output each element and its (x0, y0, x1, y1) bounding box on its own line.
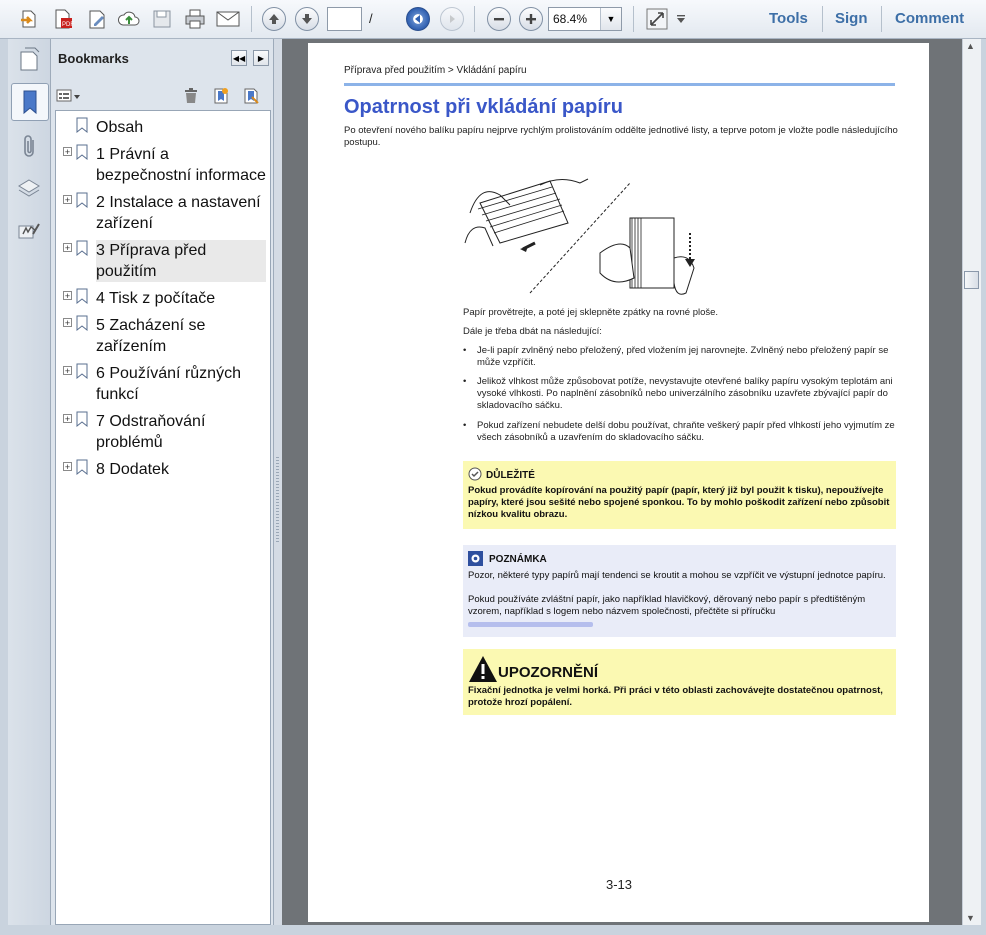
bookmarks-panel-icon[interactable] (11, 83, 49, 121)
toolbar-options-icon[interactable] (674, 6, 688, 32)
bullet-mark: • (463, 420, 467, 431)
bookmarks-panel (51, 39, 274, 925)
delete-bookmark-icon[interactable] (181, 86, 201, 106)
page-number-input[interactable] (327, 7, 362, 31)
svg-text:PDF: PDF (62, 22, 74, 28)
scroll-up-icon[interactable]: ▲ (966, 41, 975, 51)
panel-splitter[interactable] (274, 39, 282, 925)
scroll-thumb[interactable] (964, 271, 979, 289)
bookmark-icon (76, 192, 88, 208)
warning-triangle-icon (468, 655, 498, 683)
bookmark-item-obsah[interactable] (56, 117, 268, 141)
upload-cloud-icon[interactable] (116, 6, 142, 32)
expand-bookmark-icon[interactable] (241, 86, 261, 106)
page-number: 3-13 (606, 877, 633, 892)
important-heading: DŮLEŽITÉ (486, 470, 535, 481)
pdf-page (308, 43, 929, 922)
print-icon[interactable] (182, 6, 208, 32)
scroll-down-icon[interactable]: ▼ (966, 913, 975, 923)
header-rule (344, 83, 895, 86)
checkmark-circle-icon (468, 467, 482, 481)
note-text-1: Pozor, některé typy papírů mají tendenci se kroutit a mohou se vzpříčit ve výstupní jednotce papíru. (468, 570, 886, 581)
expand-icon[interactable]: + (64, 366, 71, 376)
paper-fanning-illustration (460, 163, 710, 303)
expand-icon[interactable]: + (64, 243, 71, 253)
bookmark-item-chapter-7[interactable] (56, 411, 268, 455)
fit-page-icon[interactable] (644, 6, 670, 32)
warning-heading: UPOZORNĚNÍ (498, 664, 599, 681)
bullet-text: Je-li papír zvlněný nebo přeložený, před vložením jej narovnejte. Zvlněný nebo přeložený papír se může vzpříčit. (477, 345, 889, 368)
expand-icon[interactable]: + (64, 147, 71, 157)
zoom-value: 68.4% (553, 12, 588, 26)
bookmarks-tree (55, 110, 271, 925)
email-icon[interactable] (215, 6, 241, 32)
expand-icon[interactable]: + (64, 462, 71, 472)
bookmark-label: 2 Instalace a nastavení zařízení (96, 194, 261, 232)
bookmark-icon (76, 459, 88, 475)
bookmark-item-chapter-8[interactable] (56, 459, 268, 483)
important-text: Pokud provádíte kopírování na použitý papír (papír, který již byl použit k tisku), nepoužívejte papíry, které jsou sešité nebo spojené sponkou. To by mohlo poškodit zařízení nebo způsobit nízkou kvalitu obrazu. (468, 485, 890, 520)
bookmark-label: 5 Zacházení se zařízením (96, 317, 206, 355)
bookmark-item-chapter-1[interactable] (56, 144, 268, 188)
collapse-panel-icon[interactable]: ◀◀ (231, 50, 247, 66)
next-page-icon[interactable] (295, 7, 319, 31)
bookmark-label: 8 Dodatek (96, 461, 169, 478)
bookmark-icon (76, 363, 88, 379)
sign-button[interactable]: Sign (835, 10, 868, 27)
caption-notes: Dále je třeba dbát na následující: (463, 326, 602, 337)
window-frame-bottom (0, 925, 986, 935)
bookmark-item-chapter-3[interactable] (56, 240, 268, 284)
expand-icon[interactable]: + (64, 414, 71, 424)
expand-icon[interactable]: + (64, 291, 71, 301)
note-text-2: Pokud používáte zvláštní papír, jako například hlavičkový, děrovaný nebo papír s předtištěným vzorem, například s logem nebo názvem společnosti, přečtěte si příručku (468, 594, 866, 617)
bookmark-item-chapter-4[interactable] (56, 288, 268, 312)
bookmark-icon (76, 315, 88, 331)
bookmark-icon (76, 411, 88, 427)
bookmarks-title: Bookmarks (58, 51, 129, 66)
bookmark-label: 1 Právní a bezpečnostní informace (96, 146, 266, 184)
next-view-icon[interactable] (440, 7, 464, 31)
important-box (463, 461, 896, 529)
vertical-scrollbar[interactable] (962, 39, 981, 925)
layers-icon[interactable] (15, 175, 43, 203)
note-heading: POZNÁMKA (489, 554, 547, 565)
zoom-in-icon[interactable] (519, 7, 543, 31)
bookmark-item-chapter-6[interactable] (56, 363, 268, 407)
tools-button[interactable]: Tools (769, 10, 808, 27)
comment-button[interactable]: Comment (895, 10, 965, 27)
bookmark-options-icon[interactable] (56, 88, 84, 104)
main-toolbar (0, 0, 986, 39)
bullet-text: Pokud zařízení nebudete delší dobu používat, chraňte veškerý papír před vlhkostí jeho vyjmutím ze všech zásobníků a uzavřením do skladovacího sáčku. (477, 420, 895, 443)
create-pdf-icon[interactable] (50, 6, 76, 32)
signatures-icon[interactable] (15, 217, 43, 245)
bookmark-label: 7 Odstraňování problémů (96, 413, 206, 451)
expand-icon[interactable]: + (64, 195, 71, 205)
save-icon[interactable] (149, 6, 175, 32)
bookmark-item-chapter-5[interactable] (56, 315, 268, 359)
chevron-down-icon[interactable]: ▼ (600, 8, 621, 30)
expand-icon[interactable]: + (64, 318, 71, 328)
breadcrumb: Příprava před použitím > Vkládání papíru (344, 65, 527, 76)
bookmark-icon (76, 288, 88, 304)
bookmark-icon (76, 144, 88, 160)
hide-panel-icon[interactable]: ▶ (253, 50, 269, 66)
bookmark-item-chapter-2[interactable] (56, 192, 268, 236)
bullet-mark: • (463, 345, 467, 356)
note-box (463, 545, 896, 637)
bullet-text: Jelikož vlhkost může způsobovat potíže, nevystavujte otevřené balíky papíru vysokým teplotám ani vysoké vlhkosti. Po naplnění zásobníků nebo univerzálního zásobníku uzavřete zbývající papír do skladovacího sáčku. (477, 376, 893, 411)
zoom-out-icon[interactable] (487, 7, 511, 31)
attachments-icon[interactable] (15, 133, 43, 161)
page-thumbnails-icon[interactable] (15, 45, 43, 73)
bookmark-label: 4 Tisk z počítače (96, 290, 216, 307)
intro-paragraph: Po otevření nového balíku papíru nejprve rychlým prolistováním oddělte jednotlivé listy, a teprve potom je vložte podle následujícího postupu. (344, 125, 898, 148)
bookmark-label: Obsah (96, 119, 144, 136)
warning-text: Fixační jednotka je velmi horká. Při práci v této oblasti zachovávejte dostatečnou opatrnost, protože hrozí popálení. (468, 685, 883, 708)
bookmark-icon (76, 117, 88, 133)
previous-page-icon[interactable] (262, 7, 286, 31)
note-icon (468, 551, 483, 566)
edit-icon[interactable] (84, 6, 110, 32)
previous-view-icon[interactable] (406, 7, 430, 31)
bullet-mark: • (463, 376, 467, 387)
document-view[interactable] (282, 39, 962, 925)
zoom-select[interactable] (548, 7, 622, 31)
bookmark-label: 3 Příprava před použitím (96, 240, 266, 282)
navigation-pane-strip (8, 39, 51, 925)
caption-fan-paper: Papír provětrejte, a poté jej sklepněte zpátky na rovné ploše. (463, 307, 719, 318)
bookmark-label: 6 Používání různých funkcí (96, 365, 241, 403)
page-separator: / (369, 11, 373, 26)
redacted-link[interactable] (468, 622, 593, 627)
page-title: Opatrnost při vkládání papíru (344, 96, 623, 118)
bookmark-icon (76, 240, 88, 256)
open-file-icon[interactable] (16, 6, 42, 32)
new-bookmark-icon[interactable] (211, 86, 231, 106)
warning-box (463, 649, 896, 715)
